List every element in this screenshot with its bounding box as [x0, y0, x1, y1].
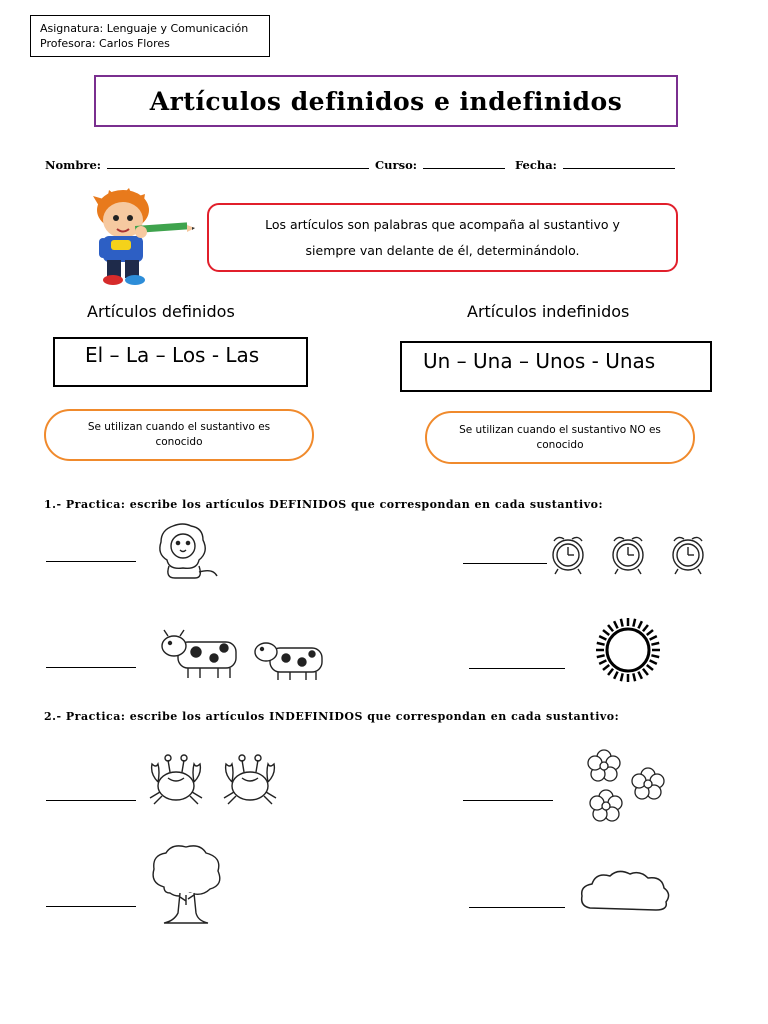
sun-ray: [603, 665, 609, 670]
definite-articles-box: [53, 337, 308, 387]
alarm-clocks-icon: [546, 533, 722, 577]
sun-ray: [643, 625, 648, 631]
definite-usage-pill: [44, 409, 314, 461]
tree-icon: [150, 843, 226, 927]
indefinite-usage-line-2: conocido: [536, 438, 584, 451]
subject-label: Asignatura: Lenguaje y Comunicación: [40, 22, 249, 35]
sun-ray: [599, 636, 606, 639]
cloud-icon: [578, 868, 674, 914]
sun-ray: [614, 621, 617, 628]
sun-ray: [621, 619, 623, 627]
sun-ray: [599, 660, 606, 663]
sun-ray: [621, 673, 623, 681]
sun-ray: [643, 669, 648, 675]
answer-blank-clocks[interactable]: [463, 563, 547, 564]
sun-icon: [584, 618, 676, 684]
answer-blank-sun[interactable]: [469, 668, 565, 669]
flowers-icon: [580, 748, 676, 830]
answer-blank-crabs[interactable]: [46, 800, 136, 801]
indefinite-title: Artículos indefinidos: [467, 302, 630, 321]
sun-ray: [597, 655, 605, 657]
answer-blank-lion[interactable]: [46, 561, 136, 562]
sun-ray: [608, 625, 613, 631]
sun-ray: [650, 636, 657, 639]
sun-ray: [638, 621, 641, 628]
definition-box: [207, 203, 678, 272]
sun-ray: [650, 660, 657, 663]
sun-ray: [608, 669, 613, 675]
answer-blank-cloud[interactable]: [469, 907, 565, 908]
crabs-icon: [144, 750, 284, 812]
indefinite-articles: Un – Una – Unos - Unas: [423, 348, 656, 373]
lion-icon: [155, 522, 225, 580]
definite-articles: El – La – Los - Las: [85, 343, 260, 367]
exercise-2-instruction: 2.- Practica: escribe los artículos INDEFINIDOS que correspondan en cada sustantivo:: [44, 710, 620, 723]
indefinite-usage-pill: [425, 411, 695, 464]
indefinite-usage-line-1: Se utilizan cuando el sustantivo NO es: [459, 423, 661, 436]
definition-line-2: siempre van delante de él, determinándolo.: [305, 242, 580, 258]
definite-title: Artículos definidos: [87, 302, 235, 321]
sun-ray: [647, 665, 653, 670]
answer-blank-cows[interactable]: [46, 667, 136, 668]
name-label: Nombre:: [45, 158, 102, 172]
sun-ray: [633, 673, 635, 681]
answer-blank-tree[interactable]: [46, 906, 136, 907]
sun-ray: [638, 672, 641, 679]
name-field[interactable]: [107, 158, 369, 169]
subject-header: [30, 15, 270, 57]
sun-ray: [633, 619, 635, 627]
boy-with-pencil-icon: [85, 188, 195, 288]
teacher-label: Profesora: Carlos Flores: [40, 37, 170, 50]
sun-ray: [651, 643, 659, 645]
student-fields: [45, 158, 681, 172]
sun-ray: [603, 630, 609, 635]
page-title: Artículos definidos e indefinidos: [94, 75, 678, 127]
sun-ray: [614, 672, 617, 679]
definite-usage-line-2: conocido: [155, 436, 203, 448]
indefinite-articles-box: [400, 341, 712, 392]
sun-ray: [597, 643, 605, 645]
sun-ray: [651, 655, 659, 657]
cows-icon: [160, 628, 326, 680]
sun-ray: [647, 630, 653, 635]
course-label: Curso:: [375, 158, 417, 172]
definite-usage-line-1: Se utilizan cuando el sustantivo es: [87, 421, 271, 433]
date-label: Fecha:: [514, 158, 557, 172]
date-field[interactable]: [563, 158, 675, 169]
course-field[interactable]: [423, 158, 505, 169]
exercise-1-instruction: 1.- Practica: escribe los artículos DEFINIDOS que correspondan en cada sustantivo:: [44, 498, 603, 511]
definition-line-1: Los artículos son palabras que acompaña al sustantivo y: [265, 216, 620, 232]
answer-blank-flowers[interactable]: [463, 800, 553, 801]
